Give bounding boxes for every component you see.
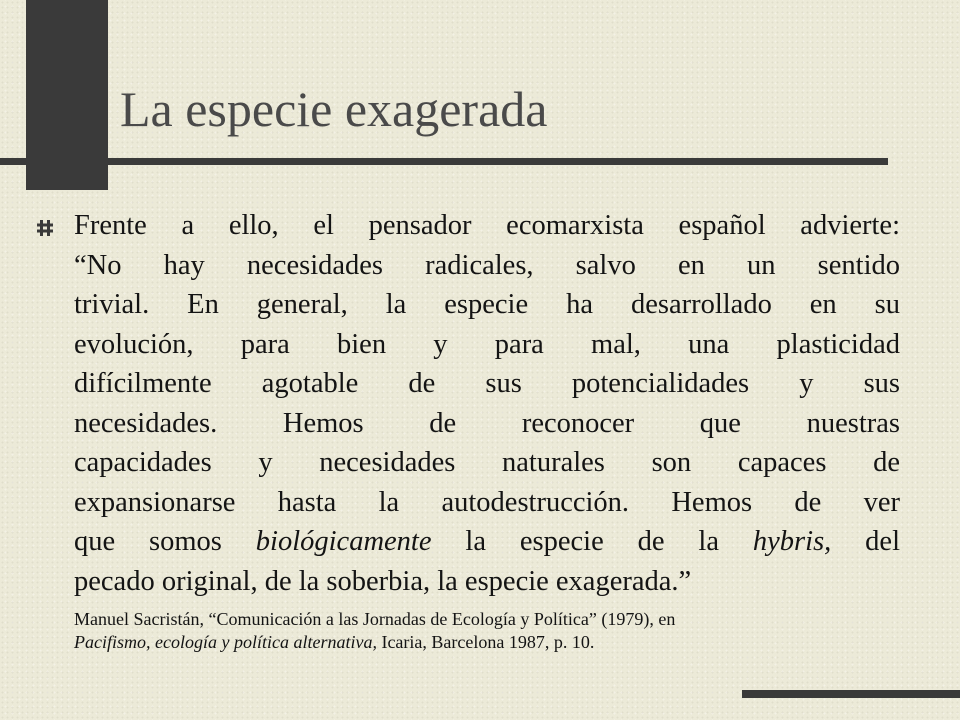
text-segment: la especie de la (431, 526, 753, 557)
text-line: difícilmente agotable de sus potencialidades y sus (74, 368, 900, 399)
italic-term: hybris, (752, 526, 832, 557)
citation-line: Manuel Sacristán, “Comunicación a las Jornadas de Ecología y Política” (1979), en (74, 609, 676, 629)
text-line: evolución, para bien y para mal, una plasticidad (74, 328, 900, 360)
italic-term: biológicamente (255, 526, 432, 557)
text-segment: del (831, 526, 900, 557)
bottom-accent-bar (742, 690, 960, 698)
text-line: pecado original, de la soberbia, la especie exagerada.” (74, 565, 692, 597)
citation-line (74, 631, 900, 654)
text-line (74, 522, 900, 562)
text-line: capacidades y necesidades naturales son capaces de (74, 447, 900, 478)
text-line: trivial. En general, la especie ha desarrollado en su (74, 289, 900, 320)
text-line: necesidades. Hemos de reconocer que nuestras (74, 407, 900, 439)
text-line: expansionarse hasta la autodestrucción. Hemos de ver (74, 486, 900, 518)
title-underline-bar (0, 158, 888, 165)
citation-book-title: Pacifismo, ecología y política alternativa, (74, 632, 377, 652)
citation-publisher: Icaria, Barcelona 1987, p. 10. (376, 632, 595, 652)
citation (74, 608, 900, 654)
text-line: “No hay necesidades radicales, salvo en un sentido (74, 249, 900, 281)
text-segment: que somos (74, 526, 256, 557)
text-line: Frente a ello, el pensador ecomarxista español advierte: (74, 210, 900, 241)
slide-title: La especie exagerada (120, 81, 548, 137)
bullet-text (74, 206, 900, 601)
hash-bullet-icon (36, 219, 54, 237)
